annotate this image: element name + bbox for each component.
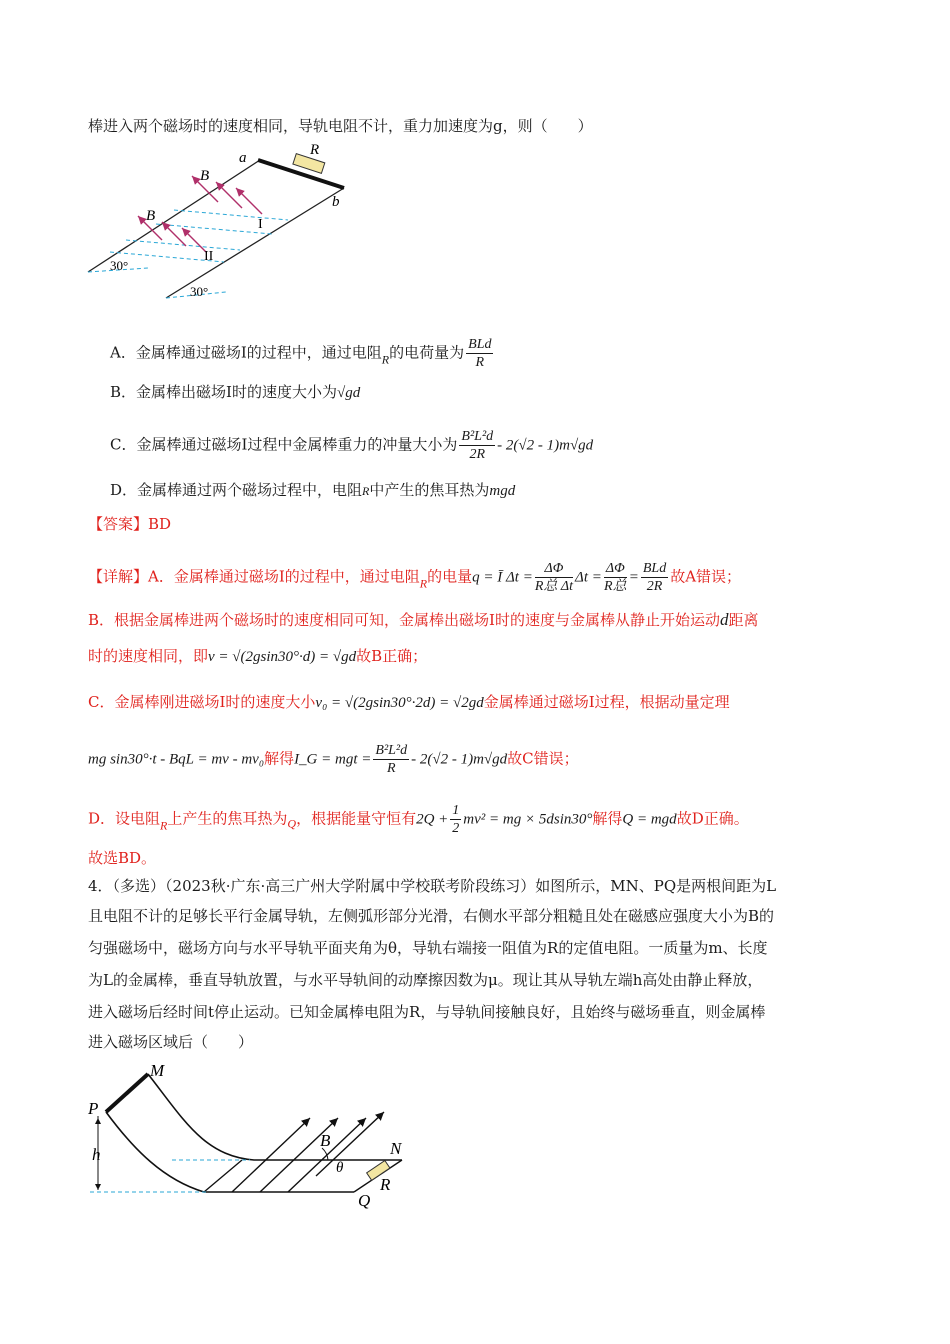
- option-d: D．金属棒通过两个磁场过程中，电阻R中产生的焦耳热为mgd: [110, 481, 516, 499]
- detail-conclusion: 故选BD。: [88, 849, 157, 867]
- rail-pq-curve: [106, 1112, 354, 1192]
- label-q: Q: [358, 1191, 371, 1210]
- rail-mn-curve: [148, 1074, 402, 1160]
- label-r2: R: [380, 1175, 391, 1194]
- rod-pm: [106, 1074, 148, 1112]
- figure-curved-rails: [84, 1060, 424, 1210]
- label-m: M: [150, 1061, 165, 1080]
- label-p: P: [88, 1099, 99, 1118]
- detail-d: D．设电阻$_R$上产生的焦耳热为$_Q$，根据能量守恒有2Q + $\frac{1}{2}$ mv² = mg × 5dsin30°解得Q = mgd故D正确。: [88, 803, 749, 836]
- label-r: R: [310, 142, 320, 158]
- option-b: B．金属棒出磁场Ⅰ时的速度大小为√gd: [110, 383, 361, 401]
- resistor-r: [293, 154, 325, 174]
- label-angle-2: 30°: [190, 284, 209, 299]
- detail-b-line-2: 时的速度相同，即v = √(2gsin30°·d) = √gd故B正确；: [88, 647, 428, 665]
- question-stem-tail: 棒进入两个磁场时的速度相同，导轨电阻不计，重力加速度为g，则（ ）: [88, 117, 593, 135]
- q4-line-5: 进入磁场后经时间t停止运动。已知金属棒电阻为R，与导轨间接触良好，且始终与磁场垂直，则金属棒: [88, 1003, 766, 1021]
- label-region-1: I: [258, 217, 263, 232]
- q4-line-3: 匀强磁场中，磁场方向与水平导轨平面夹角为θ，导轨右端接一阻值为R的定值电阻。一质量为m、长度: [88, 939, 768, 957]
- label-a: a: [239, 150, 247, 166]
- q4-line-1: 4．（多选）（2023秋·广东·高三广州大学附属中学校联考阶段练习）如图所示，MN、PQ是两根间距为L: [88, 877, 777, 895]
- detail-a: 【详解】A．金属棒通过磁场Ⅰ的过程中，通过电阻$_R$的电量q = Ī Δt = $\frac{\Delta\Phi}{\text{R总 Δt}}$ Δt = $\frac{\Delta\Phi}{\text{R总}}$ = $\frac{\text{BLd}}{2R}$ 故A错误；: [88, 561, 742, 594]
- label-n: N: [390, 1139, 402, 1158]
- q4-line-6: 进入磁场区域后（ ）: [88, 1033, 254, 1051]
- detail-c-line-1: C．金属棒刚进磁场Ⅰ时的速度大小v₀ = √(2gsin30°·2d) = √2gd金属棒通过磁场Ⅰ过程，根据动量定理: [88, 693, 730, 711]
- label-b-field-1: B: [200, 168, 210, 184]
- detail-c-line-2: mg sin30°·t - BqL = mv - mv₀解得I_G = mgt = $\frac{\text{B²L²d}}{R}$ - 2(√2 - 1)m√gd故C错误；: [88, 743, 579, 776]
- label-region-2: II: [204, 249, 214, 264]
- label-b: b: [332, 194, 340, 210]
- label-h: h: [92, 1145, 101, 1164]
- label-b-field: B: [320, 1131, 331, 1150]
- option-c: C．金属棒通过磁场Ⅰ过程中金属棒重力的冲量大小为 $\frac{\text{B²L²d}}{2R}$ - 2(√2 - 1)m√gd: [110, 429, 594, 462]
- q4-line-2: 且电阻不计的足够长平行金属导轨，左侧弧形部分光滑，右侧水平部分粗糙且处在磁感应强度大小为B的: [88, 907, 775, 925]
- detail-b-line-1: B．根据金属棒进两个磁场时的速度相同可知，金属棒出磁场Ⅰ时的速度与金属棒从静止开始运动d距离: [88, 610, 759, 629]
- answer: 【答案】BD: [88, 515, 172, 533]
- option-a: A．金属棒通过磁场Ⅰ的过程中，通过电阻$_R$的电荷量为 $\frac{\text{BLd}}{R}$: [110, 337, 492, 370]
- label-angle-1: 30°: [110, 258, 129, 273]
- q4-line-4: 为L的金属棒，垂直导轨放置，与水平导轨间的动摩擦因数为μ。现让其从导轨左端h高处由静止释放，: [88, 971, 763, 989]
- label-theta: θ: [336, 1160, 344, 1176]
- figure-inclined-rails: [82, 140, 362, 308]
- label-b-field-2: B: [146, 208, 156, 224]
